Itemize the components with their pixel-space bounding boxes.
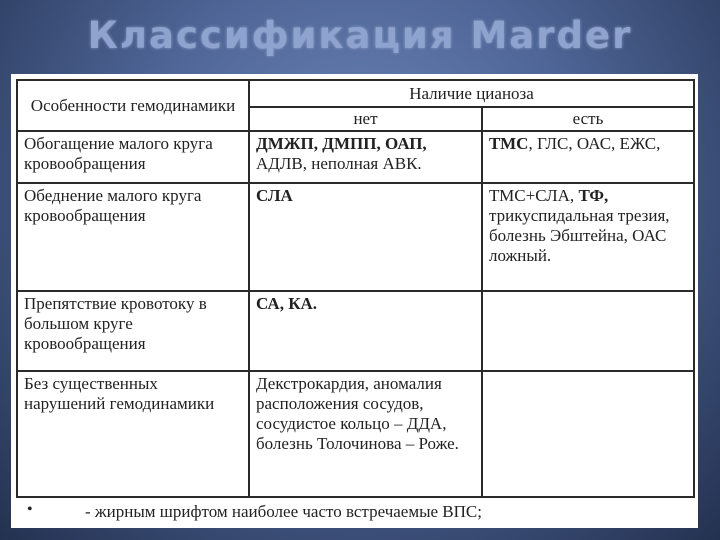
header-no: нет xyxy=(249,107,482,131)
row-with-cyanosis-empty xyxy=(482,371,694,497)
regular-text: АДЛВ, неполная АВК. xyxy=(256,154,422,173)
header-yes: есть xyxy=(482,107,694,131)
classification-sheet xyxy=(11,74,698,528)
regular-text: , ГЛС, ОАС, ЕЖС, xyxy=(528,134,661,153)
header-features: Особенности гемодинамики xyxy=(17,80,249,131)
regular-text: трикуспидальная трезия, болезнь Эбштейна, ОАС ложный. xyxy=(489,206,670,265)
row-feature: Без существенных нарушений гемодинамики xyxy=(17,371,249,497)
row-feature: Обогащение малого круга кровообращения xyxy=(17,131,249,183)
row-feature: Обеднение малого круга кровообращения xyxy=(17,183,249,291)
row-with-cyanosis xyxy=(482,183,694,291)
bold-text: СЛА xyxy=(256,186,293,205)
table-row xyxy=(17,371,694,497)
table-header-row xyxy=(17,80,694,107)
regular-text: ТМС+СЛА, xyxy=(489,186,579,205)
table-row xyxy=(17,291,694,371)
row-no-cyanosis xyxy=(249,131,482,183)
row-no-cyanosis xyxy=(249,291,482,371)
row-with-cyanosis xyxy=(482,131,694,183)
row-with-cyanosis-empty xyxy=(482,291,694,371)
row-feature: Препятствие кровотоку в большом круге кровообращения xyxy=(17,291,249,371)
row-no-cyanosis xyxy=(249,183,482,291)
footnote-text: - жирным шрифтом наиболее часто встречаемые ВПС; xyxy=(85,502,482,521)
footnote xyxy=(19,499,689,525)
bold-text: СА, КА. xyxy=(256,294,318,313)
slide-title: Классификация Marder xyxy=(87,14,633,57)
table-row xyxy=(17,131,694,183)
row-no-cyanosis: Декстрокардия, аномалия расположения сосудов, сосудистое кольцо – ДДА, болезнь Толочинова – Роже. xyxy=(249,371,482,497)
bold-text: ТМС xyxy=(489,134,529,153)
classification-table xyxy=(16,79,695,498)
bullet-icon: • xyxy=(27,501,33,518)
header-cyanosis: Наличие цианоза xyxy=(249,80,694,107)
bold-text: ТФ, xyxy=(578,186,609,205)
table-row xyxy=(17,183,694,291)
bold-text: ДМЖП, ДМПП, ОАП, xyxy=(256,134,427,153)
